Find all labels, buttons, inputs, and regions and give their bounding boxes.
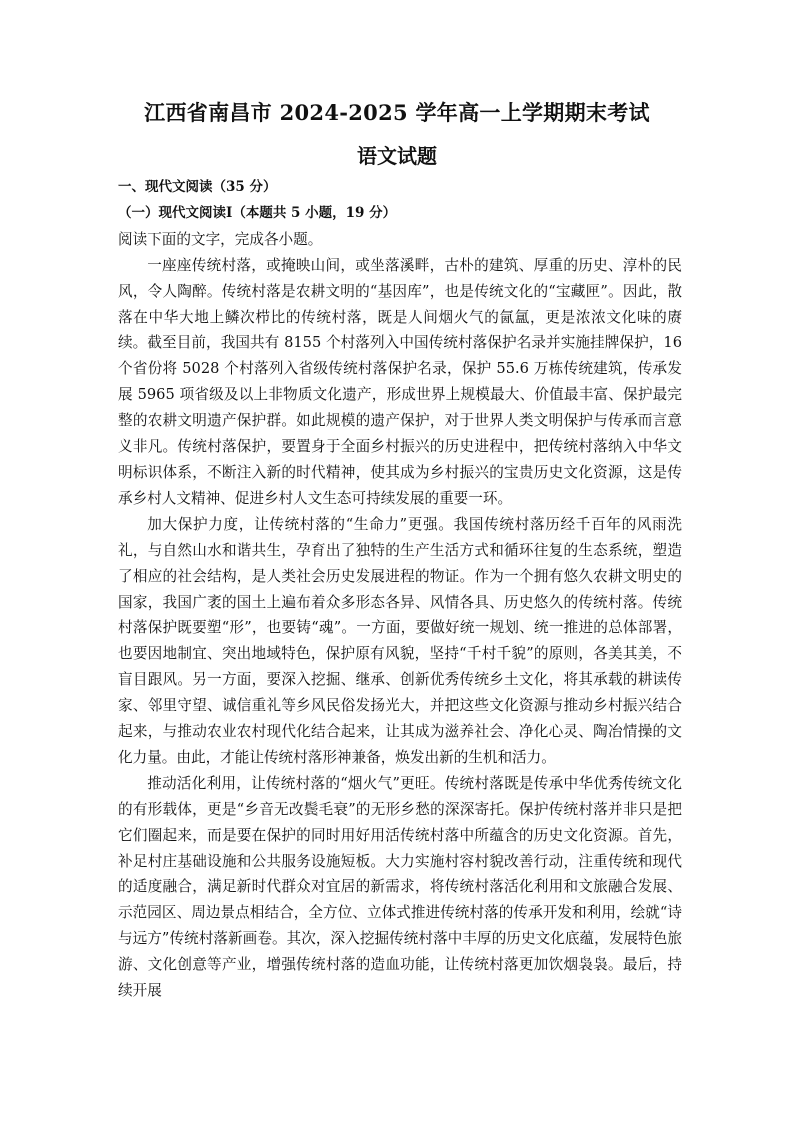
exam-content: [118, 175, 682, 1004]
subsection-heading: （一）现代文阅读Ⅰ（本题共 5 小题，19 分）: [118, 204, 397, 221]
passage-paragraph-3: 推动活化利用，让传统村落的“烟火气”更旺。传统村落既是传承中华优秀传统文化的有形载体，更是“乡音无改鬓毛衰”的无形乡愁的深深寄托。保护传统村落并非只是把它们圈起来，而是要在保护的同时用好用活传统村落中所蕴含的历史文化资源。首先，补足村庄基础设施和公共服务设施短板。大力实施村容村貌改善行动，注重传统和现代的适度融合，满足新时代群众对宜居的新需求，将传统村落活化利用和文旅融合发展、示范园区、周边景点相结合，全方位、立体式推进传统村落的传承开发和利用，绘就“诗与远方”传统村落新画卷。其次，深入挖掘传统村落中丰厚的历史文化底蕴，发展特色旅游、文化创意等产业，增强传统村落的造血功能，让传统村落更加饮烟袅袅。最后，持续开展: [118, 774, 682, 1000]
exam-subtitle: 语文试题: [357, 144, 437, 168]
exam-title: 江西省南昌市 2024-2025 学年高一上学期期末考试: [144, 100, 650, 125]
passage-paragraph-1: 一座座传统村落，或掩映山间，或坐落溪畔，古朴的建筑、厚重的历史、淳朴的民风，令人陶醉。传统村落是农耕文明的“基因库”，也是传统文化的“宝藏匣”。因此，散落在中华大地上鳞次栉比的传统村落，既是人间烟火气的氤氲，更是浓浓文化味的赓续。截至目前，我国共有 8155 个村落列入中国传统村落保护名录并实施挂牌保护，16 个省份将 5028 个村落列入省级传统村落保护名录，保护 55.6 万栋传统建筑，传承发展 5965 项省级及以上非物质文化遗产，形成世界上规模最大、价值最丰富、保护最完整的农耕文明遗产保护群。如此规模的遗产保护，对于世界人类文明保护与传承而言意义非凡。传统村落保护，要置身于全面乡村振兴的历史进程中，把传统村落纳入中华文明标识体系，不断注入新的时代精神，使其成为乡村振兴的宝贵历史文化资源，这是传承乡村人文精神、促进乡村人文生态可持续发展的重要一环。: [118, 256, 682, 507]
passage-paragraph-2: 加大保护力度，让传统村落的“生命力”更强。我国传统村落历经千百年的风雨洗礼，与自然山水和谐共生，孕育出了独特的生产生活方式和循环往复的生态系统，塑造了相应的社会结构，是人类社会历史发展进程的物证。作为一个拥有悠久农耕文明史的国家，我国广袤的国土上遍布着众多形态各异、风情各具、历史悠久的传统村落。传统村落保护既要塑“形”，也要铸“魂”。一方面，要做好统一规划、统一推进的总体部署，也要因地制宜、突出地域特色，保护原有风貌，坚持“千村千貌”的原则，各美其美，不盲目跟风。另一方面，要深入挖掘、继承、创新优秀传统乡土文化，将其承载的耕读传家、邻里守望、诚信重礼等乡风民俗发扬光大，并把这些文化资源与推动乡村振兴结合起来，与推动农业农村现代化结合起来，让其成为滋养社会、净化心灵、陶冶情操的文化力量。由此，才能让传统村落形神兼备，焕发出新的生机和活力。: [118, 515, 682, 766]
section-heading: 一、现代文阅读（35 分）: [118, 179, 277, 195]
reading-instruction: 阅读下面的文字，完成各小题。: [118, 230, 323, 248]
